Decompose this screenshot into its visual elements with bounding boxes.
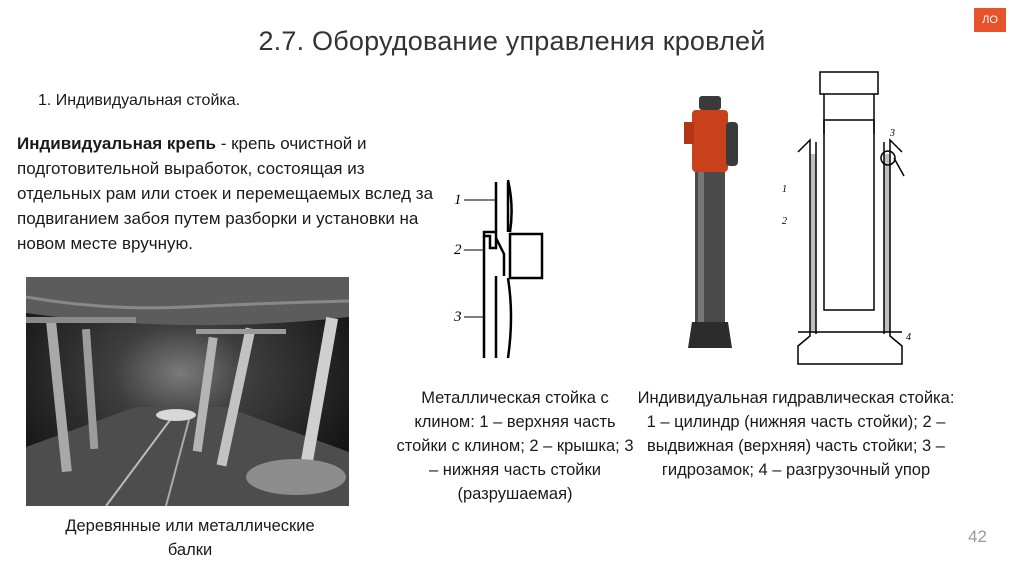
hydraulic-prop-section <box>776 64 926 376</box>
logo-badge: ЛО <box>974 8 1006 32</box>
label-1: 1 <box>454 192 462 208</box>
section-label-3: 3 <box>890 128 895 139</box>
section-label-4: 4 <box>906 332 911 343</box>
section-label-2: 2 <box>782 216 787 227</box>
hydraulic-prop-caption: Индивидуальная гидравлическая стойка: 1 – цилиндр (нижняя часть стойки); 2 – выдвижная (верхняя) часть стойки; 3 – гидрозамок; 4 – разгрузочный упор <box>637 389 955 479</box>
definition-text: - крепь очистной и подготовительной выработок, состоящая из отдельных рам или стоек и перемещаемых вслед за подвиганием забоя путем разборки и установки на новом месте вручную. <box>17 134 434 253</box>
label-3: 3 <box>454 309 462 325</box>
page-number: 42 <box>968 527 987 546</box>
definition-term: Индивидуальная крепь <box>17 134 216 153</box>
wedge-prop-diagram <box>448 176 558 360</box>
definition-paragraph <box>17 131 437 256</box>
label-2: 2 <box>454 242 462 258</box>
mine-tunnel-photo <box>26 277 349 506</box>
photo-caption: Деревянные или металлические балки <box>65 517 315 559</box>
wedge-prop-caption: Металлическая стойка с клином: 1 – верхняя часть стойки с клином; 2 – крышка; 3 – нижняя часть стойки (разрушаемая) <box>396 389 634 503</box>
section-label-1: 1 <box>782 184 787 195</box>
section-subtitle: 1. Индивидуальная стойка. <box>38 92 241 109</box>
hydraulic-prop-photo <box>680 92 744 354</box>
slide-title: 2.7. Оборудование управления кровлей <box>258 26 766 56</box>
